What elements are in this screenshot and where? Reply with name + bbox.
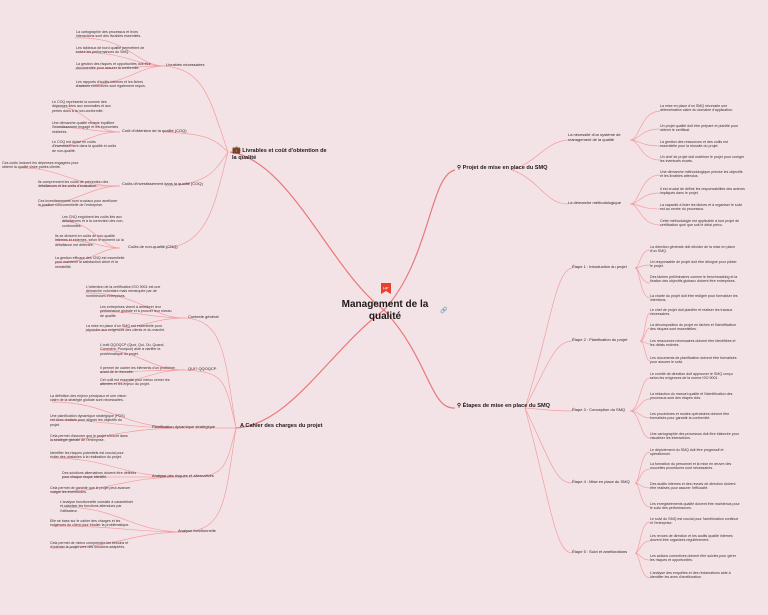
leaf: Une démarche qualité réussie équilibre l'investissement engagé et les économies réalisées. (52, 121, 119, 134)
sub-label: Étape 1 : Introduction du projet (572, 264, 627, 269)
leaf: La formation du personnel et la mise en œuvre des nouvelles procédures sont nécessaires. (650, 462, 732, 471)
branch-etapes-title: Étapes de mise en place du SMQ (462, 403, 551, 409)
leaf: La décomposition du projet en tâches et l'identification des risques sont essentielles. (650, 323, 737, 332)
leaf: L'analyse fonctionnelle consiste à caractériser et valoriser les fonctions attendues par l'utilisateur. (60, 500, 134, 513)
search-icon: ⚲ (457, 165, 462, 171)
leaf: Ils se divisent en coûts de non-qualité internes et externes, selon le moment où la défaillance est détectée. (55, 234, 124, 247)
leaf: Un chef de projet doit maîtriser le projet pour corriger les éventuels écarts. (660, 155, 745, 164)
branch-livrables[interactable] (232, 147, 327, 161)
leaf: La capacité à lister les tâches et à organiser le suivi est au centre du processus. (660, 203, 743, 212)
sub-label: Étape 3 : Conception du SMQ (572, 407, 626, 412)
leaf: Le déploiement du SMQ doit être progressif et opérationnel. (650, 448, 724, 457)
branch-projet-title: Projet de mise en place du SMQ (462, 165, 548, 171)
leaf: La cartographie des processus et leurs interactions sont des livrables essentiels. (76, 30, 142, 39)
leaf: Cela permet d'assurer que le projet s'inscrit dans la stratégie globale de l'entreprise. (50, 434, 128, 443)
leaf: La mise en place d'un SMQ nécessite une détermination claire du domaine d'application. (660, 104, 734, 113)
leaf: Les enregistrements qualité doivent être maintenus pour le suivi des performances. (650, 502, 740, 511)
sub-etape3[interactable] (572, 408, 625, 413)
leaf: La direction générale doit décider de la mise en place d'un SMQ. (650, 245, 736, 254)
leaf: Une cartographie des processus doit être élaborée pour visualiser les interactions. (650, 432, 739, 441)
sub-couts-non-qualite[interactable] (128, 245, 178, 250)
leaf: Les entreprises visent à améliorer leur performance globale et à prouver leur niveau de qualité. (100, 305, 172, 318)
center-topic[interactable] (340, 299, 430, 323)
sub-necessite[interactable] (568, 133, 630, 143)
sub-livrables-necessaires[interactable] (166, 63, 204, 68)
sub-etape4[interactable] (572, 480, 630, 485)
leaf: Les revues de direction et les audits qualité internes doivent être organisés régulièrement. (650, 534, 733, 543)
sub-contexte[interactable] (188, 315, 218, 320)
leaf: La gestion des ressources et des outils est essentielle pour la réussite du projet. (660, 140, 728, 149)
logo-icon (379, 282, 393, 296)
link-icon: 🔗 (440, 308, 448, 314)
leaf: La charte du projet doit être rédigée pour formaliser les intentions. (650, 294, 738, 303)
leaf: Il permet de cadrer les éléments d'un problème avant de le résoudre. (100, 366, 175, 375)
leaf: Cela permet de garantir que le projet peut avancer malgré les incertitudes. (50, 486, 131, 495)
sub-label: Étape 5 : Suivi et améliorations (572, 549, 628, 554)
leaf: Cette méthodologie est applicable à tout projet de certification quel que soit le délai prévu. (660, 219, 740, 228)
branch-cahier-title: Cahier des charges du projet (245, 423, 323, 429)
leaf: Ces investissements sont cruciaux pour améliorer la position concurrentielle de l'entreprise. (38, 199, 118, 208)
leaf: Les tableaux de bord qualité permettent de suivre les performances du SMQ. (76, 46, 145, 55)
leaf: Le suivi du SMQ est crucial pour l'amélioration continue et l'entreprise. (650, 517, 739, 526)
leaf: La gestion des risques et opportunités doit être documentée pour assurer la conformité. (76, 62, 151, 71)
leaf: Les ressources nécessaires doivent être identifiées et les délais estimés. (650, 339, 736, 348)
sub-demarche[interactable] (568, 201, 621, 206)
leaf: Les procédures et modes opératoires doivent être formalisés pour garantir la conformité. (650, 412, 730, 421)
center-logo (379, 282, 393, 296)
sub-etape5[interactable] (572, 550, 627, 555)
sub-label: Coût d'obtention de la qualité (COQ) (122, 128, 187, 133)
branch-cahier[interactable] (240, 423, 323, 430)
sub-label: Analyse fonctionnelle (178, 528, 216, 533)
leaf: Un responsable de projet doit être désigné pour piloter le projet. (650, 260, 737, 269)
branch-projet[interactable] (457, 165, 548, 172)
leaf: La mise en place d'un SMQ est essentielle pour répondre aux exigences des clients et du marché. (86, 324, 166, 333)
sub-label: Livrables nécessaires (166, 62, 205, 67)
leaf: L'analyse des enquêtes et des réclamations aide à identifier les axes d'amélioration. (650, 571, 731, 580)
leaf: Cela permet de mieux comprendre les besoins et d'orienter le projet vers des solutions adaptées. (50, 541, 129, 550)
sub-planification[interactable] (152, 425, 215, 430)
leaf: Des audits internes et des revues de direction doivent être réalisés pour assurer l'efficacité. (650, 482, 736, 491)
leaf: Ces coûts incluent les dépenses engagées pour obtenir la qualité visée parles clients. (2, 161, 79, 170)
sub-label: Coûts d'investissement dans la qualité (COQ) (122, 181, 203, 186)
sub-label: Étape 2 : Planification du projet (572, 337, 628, 342)
font-a-icon: A (240, 423, 244, 429)
center-title: Management de la qualité (341, 299, 429, 322)
leaf: Les actions correctives doivent être suivies pour gérer les risques et opportunités. (650, 554, 736, 563)
briefcase-icon: 💼 (232, 147, 241, 154)
search-icon: ⚲ (457, 403, 462, 409)
leaf: Elle se base sur le cahier des charges et les exigences du client pour étudier la problématique. (50, 519, 130, 528)
leaf: Le COQ représente la somme des dépenses liées aux anomalies et aux pertes dues à la non-conformité. (52, 100, 111, 113)
sub-label: La démarche méthodologique (568, 200, 621, 205)
leaf: Ils comprennent les coûts de prévention des défaillances et les coûts d'évaluation. (38, 180, 109, 189)
leaf: Les rapports d'audits internes et les fiches d'actions correctives sont également requis. (76, 80, 146, 89)
leaf: Un projet qualité doit être préparé et planifié pour obtenir le certificat. (660, 124, 739, 133)
sub-qqoqcp[interactable] (188, 367, 216, 372)
leaf: La gestion efficace des CNQ est essentielle pour maintenir la satisfaction client et la rentabilité. (55, 256, 125, 269)
sub-fonctionnelle[interactable] (178, 529, 216, 534)
leaf: Une démarche méthodologique précise les objectifs et les livrables attendus. (660, 170, 743, 179)
leaf: Cet outil est essentiel pour mieux cerner les attentes et les enjeux du projet. (100, 378, 170, 387)
sub-etape1[interactable] (572, 265, 627, 270)
branch-livrables-title: Livrables et coût d'obtention de la qualité (232, 148, 327, 161)
sub-label: Coûts de non-qualité (CNQ) (128, 244, 178, 249)
leaf: Identifier les risques potentiels est crucial pour éviter des obstacles à la réalisation du projet. (50, 451, 124, 460)
svg-text:HP: HP (383, 285, 389, 291)
leaf: La définition des enjeux principaux et une vision claire de la stratégie globale sont nécessaires. (50, 394, 127, 403)
sub-label: La nécessité d'un système de management de la qualité (568, 132, 621, 142)
leaf: Il est crucial de définir les responsabilités des acteurs impliqués dans le projet. (660, 187, 745, 196)
sub-etape2[interactable] (572, 338, 627, 343)
leaf: Le comité de direction doit approuver le SMQ conçu selon les exigences de la norme ISO 9001. (650, 372, 733, 381)
leaf: L'obtention de la certification ISO 9001 est une démarche volontaire mais remarquée par de nombreuses entreprises. (86, 285, 161, 298)
leaf: Le COQ est divisé en coûts d'investissement dans la qualité et coûts de non-qualité. (52, 140, 117, 153)
sub-label: Contexte général (188, 314, 219, 319)
sub-couts-investissement[interactable] (122, 182, 212, 187)
sub-label: Planification dynamique stratégique (152, 424, 216, 429)
leaf: Une planification dynamique stratégique (PDS) est donc réalisée pour aligner les objectifs du projet. (50, 414, 125, 427)
leaf: Les documents de planification doivent être formalisés pour assurer le suivi. (650, 356, 737, 365)
leaf: Le chef de projet doit planifier et réaliser les travaux nécessaires. (650, 308, 733, 317)
leaf: Des tâches préliminaires comme le benchmarking et la fixation des objectifs globaux doivent être entreprises. (650, 275, 738, 284)
sub-label: QUI? QQOQCP (188, 366, 217, 371)
sub-label: Analyse des risques et alternatives (152, 473, 214, 478)
sub-risques[interactable] (152, 474, 214, 479)
leaf: La rédaction du manuel qualité et l'identification des processus sont des étapes clés. (650, 392, 733, 401)
leaf: L'outil QQOQCP (Quoi, Qui, Où, Quand, Comment, Pourquoi) aide à clarifier la problématique du projet. (100, 343, 165, 356)
branch-etapes[interactable] (457, 403, 550, 410)
sub-cout-obtention[interactable] (122, 129, 187, 134)
leaf: Des solutions alternatives doivent être définies pour chaque risque identifié. (62, 471, 137, 480)
leaf: Les CNQ englobent les coûts liés aux défaillances et à la correction des non-conformités. (62, 215, 124, 228)
sub-label: Étape 4 : Mise en place du SMQ (572, 479, 630, 484)
